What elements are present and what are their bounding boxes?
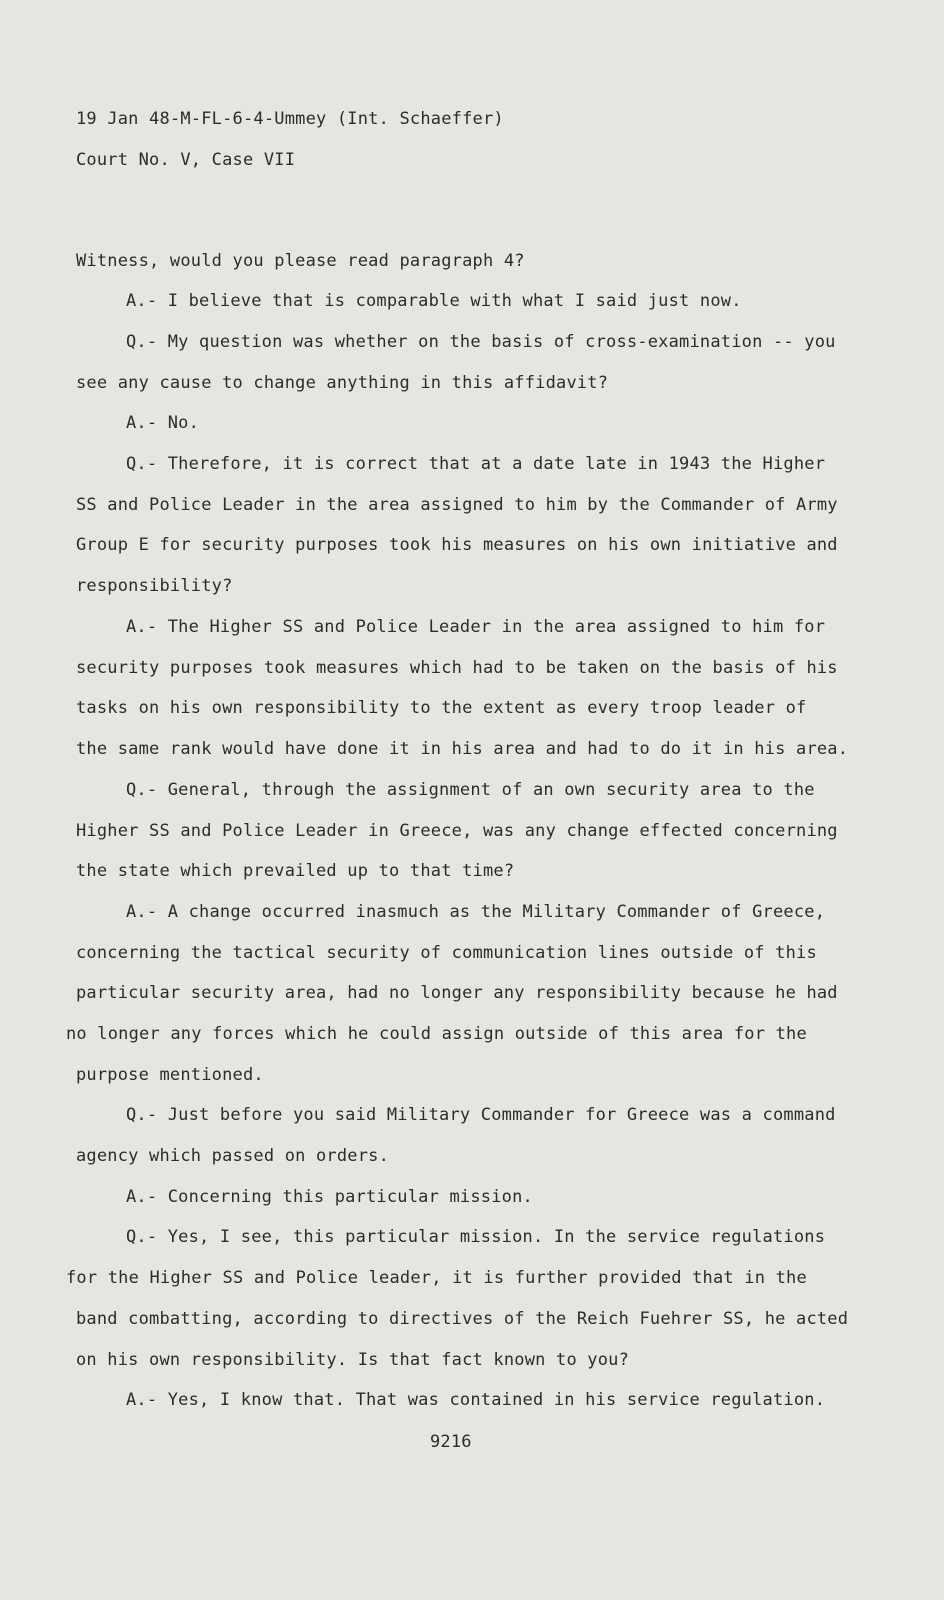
text-line: Q.- My question was whether on the basis of cross-examination -- you bbox=[126, 332, 836, 352]
text-line: responsibility? bbox=[76, 576, 233, 596]
text-line: Q.- Yes, I see, this particular mission. In the service regulations bbox=[126, 1227, 826, 1247]
text-line: A.- Concerning this particular mission. bbox=[126, 1187, 533, 1207]
text-line: Higher SS and Police Leader in Greece, was any change effected concerning bbox=[76, 821, 838, 841]
text-line: A.- I believe that is comparable with what I said just now. bbox=[126, 291, 742, 311]
text-line: A.- The Higher SS and Police Leader in the area assigned to him for bbox=[126, 617, 826, 637]
text-line: SS and Police Leader in the area assigned to him by the Commander of Army bbox=[76, 495, 838, 515]
text-line: A.- No. bbox=[126, 413, 200, 433]
text-line: Q.- Just before you said Military Commander for Greece was a command bbox=[126, 1105, 836, 1125]
text-line: on his own responsibility. Is that fact known to you? bbox=[76, 1350, 630, 1370]
text-line: A.- Yes, I know that. That was contained in his service regulation. bbox=[126, 1390, 826, 1410]
text-line: see any cause to change anything in this affidavit? bbox=[76, 373, 609, 393]
text-line: A.- A change occurred inasmuch as the Military Commander of Greece, bbox=[126, 902, 826, 922]
text-line: Q.- General, through the assignment of an own security area to the bbox=[126, 780, 815, 800]
page-number: 9216 bbox=[430, 1432, 472, 1452]
text-line: security purposes took measures which had to be taken on the basis of his bbox=[76, 658, 838, 678]
text-line: the same rank would have done it in his area and had to do it in his area. bbox=[76, 739, 849, 759]
text-line: Q.- Therefore, it is correct that at a date late in 1943 the Higher bbox=[126, 454, 826, 474]
text-line: concerning the tactical security of communication lines outside of this bbox=[76, 943, 817, 963]
text-line: tasks on his own responsibility to the extent as every troop leader of bbox=[76, 698, 807, 718]
text-line: Witness, would you please read paragraph 4? bbox=[76, 251, 525, 271]
text-line: no longer any forces which he could assign outside of this area for the bbox=[66, 1024, 807, 1044]
text-line: band combatting, according to directives of the Reich Fuehrer SS, he acted bbox=[76, 1309, 849, 1329]
text-line: Group E for security purposes took his measures on his own initiative and bbox=[76, 535, 838, 555]
text-line: agency which passed on orders. bbox=[76, 1146, 390, 1166]
header-court: Court No. V, Case VII bbox=[76, 150, 296, 170]
text-line: particular security area, had no longer any responsibility because he had bbox=[76, 983, 838, 1003]
text-line: the state which prevailed up to that time? bbox=[76, 861, 515, 881]
text-line: for the Higher SS and Police leader, it is further provided that in the bbox=[66, 1268, 807, 1288]
header-case-reference: 19 Jan 48-M-FL-6-4-Ummey (Int. Schaeffer) bbox=[76, 109, 504, 129]
text-line: purpose mentioned. bbox=[76, 1065, 264, 1085]
